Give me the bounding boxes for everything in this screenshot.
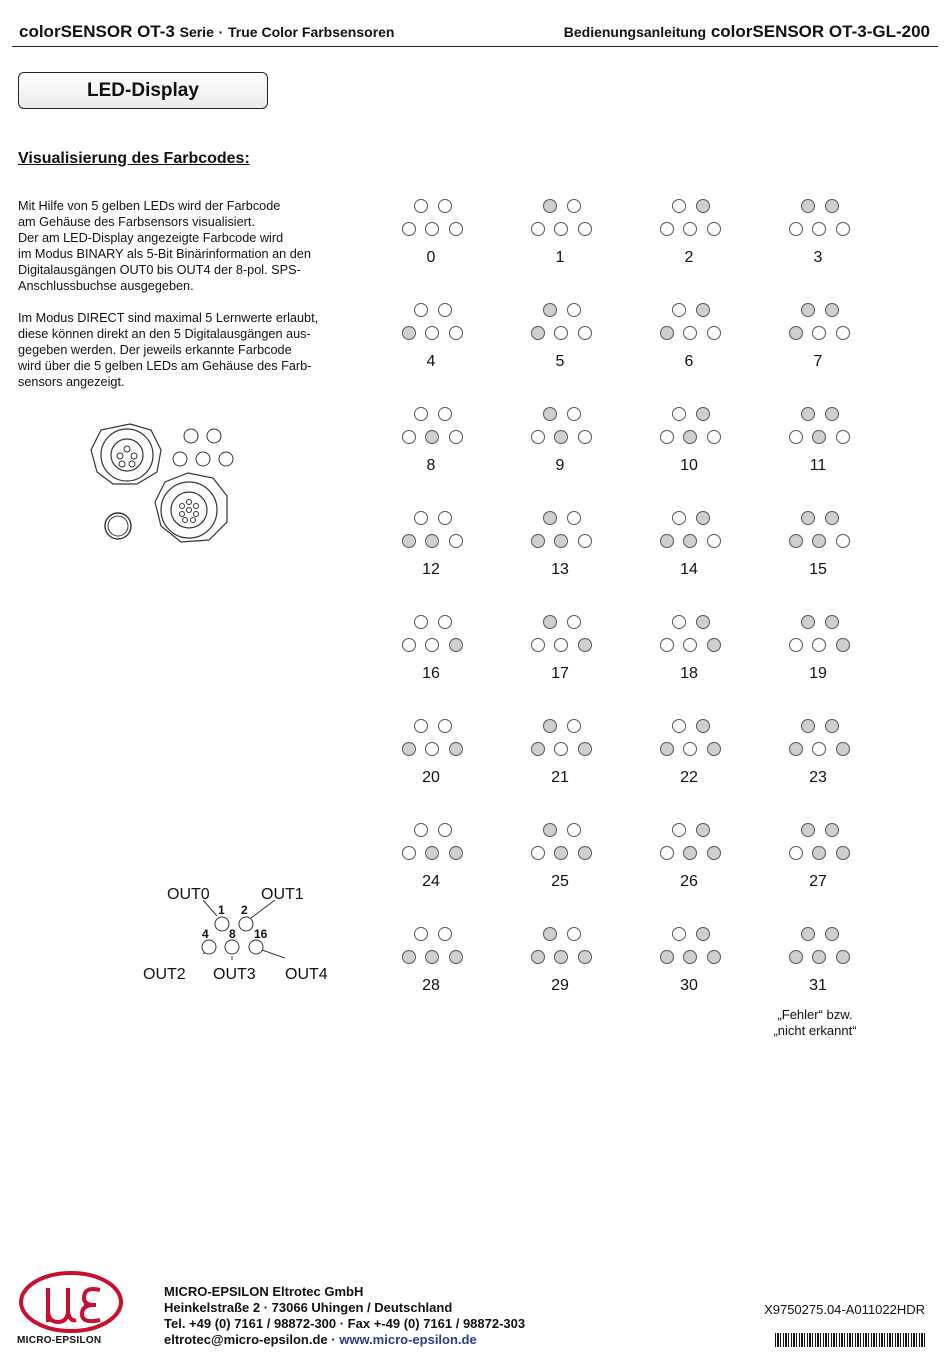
legend-out1-label: OUT1 [261,886,304,903]
led-off-icon [449,534,463,548]
led-off-icon [683,742,697,756]
led-code-number: 10 [680,457,698,474]
led-on-icon [402,534,416,548]
led-off-icon [438,823,452,837]
led-code-number: 31 [809,977,827,994]
led-on-icon [801,407,815,421]
led-code-number: 25 [551,873,569,890]
led-code-number: 3 [813,249,823,266]
led-off-icon [812,222,826,236]
led-off-icon [554,742,568,756]
led-off-icon [425,742,439,756]
led-on-icon [578,950,592,964]
led-off-icon [683,638,697,652]
led-off-icon [438,719,452,733]
led-off-icon [554,222,568,236]
led-code-number: 2 [684,249,694,266]
led-off-icon [438,927,452,941]
led-code-cell [391,407,471,487]
paragraph-line: Der am LED-Display angezeigte Farbcode wird [18,231,284,245]
legend-led-out2 [202,940,216,954]
led-off-icon [438,303,452,317]
led-off-icon [683,222,697,236]
error-note-line: „Fehler“ bzw. [777,1007,853,1022]
led-code-cell [649,719,729,799]
led-code-cell [520,719,600,799]
legend-out3-label: OUT3 [213,966,256,983]
led-code-number: 9 [555,457,565,474]
led-off-icon [414,407,428,421]
led-code-number: 23 [809,769,827,786]
led-on-icon [836,742,850,756]
led-on-icon [425,846,439,860]
led-on-icon [825,303,839,317]
micro-epsilon-logo [18,1270,124,1336]
led-code-cell [391,823,471,903]
led-code-number: 16 [422,665,440,682]
led-code-cell [778,511,858,591]
led-on-icon [554,534,568,548]
led-code-cell [520,823,600,903]
led-off-icon [531,222,545,236]
legend-out2-label: OUT2 [143,966,186,983]
led-on-icon [812,430,826,444]
led-code-number: 20 [422,769,440,786]
led-on-icon [789,326,803,340]
led-on-icon [801,823,815,837]
led-off-icon [836,534,850,548]
led-off-icon [660,846,674,860]
led-off-icon [438,615,452,629]
led-code-cell [391,199,471,279]
led-on-icon [683,430,697,444]
led-code-cell [649,511,729,591]
led-off-icon [449,222,463,236]
led-off-icon [425,222,439,236]
paragraph-line: Mit Hilfe von 5 gelben LEDs wird der Farbcode [18,199,281,213]
led-on-icon [578,742,592,756]
led-code-number: 5 [555,353,565,370]
led-off-icon [660,638,674,652]
led-off-icon [672,615,686,629]
teach-button-icon [105,513,131,539]
led-off-icon [567,615,581,629]
paragraph-line: diese können direkt an den 5 Digitalausgängen aus- [18,327,311,341]
led-on-icon [531,326,545,340]
led-on-icon [543,511,557,525]
led-on-icon [801,303,815,317]
led-on-icon [543,303,557,317]
led-code-number: 18 [680,665,698,682]
led-on-icon [801,719,815,733]
led-on-icon [812,950,826,964]
led-on-icon [696,303,710,317]
led-off-icon [707,430,721,444]
led-off-icon [672,511,686,525]
led-off-icon [449,430,463,444]
led-code-cell [778,823,858,903]
led-code-cell [520,927,600,1007]
led-on-icon [554,846,568,860]
led-on-icon [789,950,803,964]
led-on-icon [696,199,710,213]
led-off-icon [414,719,428,733]
sensor-housing-illustration [85,418,245,553]
header-right-brand: SENSOR OT-3-GL-200 [752,22,930,41]
led-code-number: 8 [426,457,436,474]
led-on-icon [825,199,839,213]
led-code-cell [649,407,729,487]
led-code-cell [778,719,858,799]
led-code-cell [649,303,729,383]
led-on-icon [801,927,815,941]
error-note-line: „nicht erkannt“ [773,1023,857,1038]
led-on-icon [825,927,839,941]
led-on-icon [449,638,463,652]
legend-out0-label: OUT0 [167,886,210,903]
led-off-icon [660,222,674,236]
led-code-cell [649,823,729,903]
led-off-icon [567,407,581,421]
led-on-icon [425,534,439,548]
led-off-icon [567,303,581,317]
led-off-icon [672,823,686,837]
header-left [19,22,394,42]
led-on-icon [531,534,545,548]
led-code-number: 24 [422,873,440,890]
footer-company-name: MICRO-EPSILON Eltrotec GmbH [164,1284,364,1299]
led-code-number: 6 [684,353,694,370]
led-on-icon [449,742,463,756]
led-off-icon [414,199,428,213]
led-off-icon [402,222,416,236]
led-on-icon [696,407,710,421]
led-code-cell [778,927,858,1007]
header-subtitle: True Color Farbsensoren [228,24,395,40]
led-on-icon [801,615,815,629]
led-code-number: 30 [680,977,698,994]
led-on-icon [543,719,557,733]
paragraph-binary [18,198,348,294]
connector-top-icon [91,424,161,484]
led-off-icon [707,326,721,340]
led-off-icon [789,430,803,444]
footer-address: Heinkelstraße 2 · 73066 Uhingen / Deutschland [164,1300,453,1315]
led-on-icon [425,430,439,444]
logo-wordmark: MICRO-EPSILON [17,1335,102,1346]
led-code-number: 12 [422,561,440,578]
header-right-brand-prefix: color [710,22,753,41]
led-on-icon [825,407,839,421]
header-brand-prefix: color [19,22,61,41]
led-code-number: 22 [680,769,698,786]
led-off-icon [567,719,581,733]
legend-out4-label: OUT4 [285,966,328,983]
led-off-icon [438,199,452,213]
paragraph-line: im Modus BINARY als 5-Bit Binärinformation an den [18,247,311,261]
paragraph-line: Im Modus DIRECT sind maximal 5 Lernwerte erlaubt, [18,311,319,325]
led-on-icon [660,742,674,756]
paragraph-line: wird über die 5 gelben LEDs am Gehäuse des Farb- [18,359,312,373]
led-off-icon [578,430,592,444]
led-off-icon [836,430,850,444]
led-on-icon [543,823,557,837]
led-on-icon [543,927,557,941]
led-code-cell [778,303,858,383]
legend-led-out0 [215,917,229,931]
led-code-number: 1 [555,249,565,266]
led-code-number: 15 [809,561,827,578]
led-on-icon [789,742,803,756]
led-on-icon [825,719,839,733]
led-off-icon [672,719,686,733]
led-on-icon [825,511,839,525]
led-off-icon [578,534,592,548]
connector-bottom-icon [155,473,227,542]
led-code-number: 14 [680,561,698,578]
footer-phone: Tel. +49 (0) 7161 / 98872-300 · Fax +-49 (0) 7161 / 98872-303 [164,1316,526,1331]
led-on-icon [660,534,674,548]
led-off-icon [531,846,545,860]
led-code-cell [649,199,729,279]
led-on-icon [578,846,592,860]
led-on-icon [789,534,803,548]
led-on-icon [402,950,416,964]
header-brand: SENSOR OT-3 [60,22,175,41]
led-code-number: 26 [680,873,698,890]
header-divider [12,46,938,47]
led-on-icon [683,950,697,964]
led-on-icon [425,950,439,964]
led-off-icon [660,430,674,444]
legend-bit-2: 2 [241,903,248,917]
footer-separator: · [327,1332,340,1347]
legend-led-out4 [249,940,263,954]
led-off-icon [789,222,803,236]
led-code-cell [649,927,729,1007]
footer-email[interactable]: eltrotec@micro-epsilon.de [164,1332,328,1347]
led-code-cell [778,199,858,279]
led-code-number: 11 [809,457,827,474]
led-off-icon [531,638,545,652]
led-off-icon [789,638,803,652]
led-off-icon [567,927,581,941]
led-on-icon [825,823,839,837]
led-code-cell [649,615,729,695]
led-on-icon [543,407,557,421]
led-code-cell [520,303,600,383]
led-off-icon [672,199,686,213]
led-code-number: 13 [551,561,569,578]
led-on-icon [707,742,721,756]
legend-bit-1: 1 [218,903,225,917]
led-off-icon [425,326,439,340]
led-on-icon [696,823,710,837]
paragraph-line: gegeben werden. Der jeweils erkannte Farbcode [18,343,292,357]
led-on-icon [683,846,697,860]
led-code-number: 4 [426,353,436,370]
led-off-icon [812,638,826,652]
led-on-icon [707,638,721,652]
led-off-icon [578,326,592,340]
led-on-icon [801,511,815,525]
footer-contact-line [164,1332,525,1348]
led-off-icon [414,927,428,941]
led-off-icon [402,846,416,860]
led-code-cell [778,615,858,695]
led-on-icon [449,950,463,964]
led-code-cell [520,511,600,591]
led-off-icon [672,927,686,941]
led-off-icon [567,511,581,525]
paragraph-line: Digitalausgängen OUT0 bis OUT4 der 8-pol. SPS- [18,263,301,277]
led-on-icon [707,846,721,860]
paragraph-line: Anschlussbuchse ausgegeben. [18,279,194,293]
header-manual-label: Bedienungsanleitung [563,24,707,40]
led-on-icon [543,615,557,629]
led-code-number: 28 [422,977,440,994]
led-off-icon [531,430,545,444]
led-off-icon [438,407,452,421]
error-note [760,1007,870,1039]
led-off-icon [438,511,452,525]
led-code-cell [520,199,600,279]
led-off-icon [567,199,581,213]
legend-led-out3 [225,940,239,954]
led-off-icon [554,638,568,652]
led-on-icon [449,846,463,860]
led-code-cell [391,927,471,1007]
led-code-number: 19 [809,665,827,682]
header-right [564,22,930,42]
led-on-icon [801,199,815,213]
paragraph-line: sensors angezeigt. [18,375,125,389]
led-on-icon [531,742,545,756]
led-off-icon [707,222,721,236]
led-off-icon [402,430,416,444]
led-off-icon [578,222,592,236]
led-off-icon [414,615,428,629]
led-row-icon [173,429,233,466]
led-on-icon [543,199,557,213]
led-off-icon [836,222,850,236]
led-on-icon [696,719,710,733]
led-code-cell [520,615,600,695]
led-code-cell [391,615,471,695]
footer-company-block [164,1284,525,1348]
led-code-number: 27 [809,873,827,890]
led-on-icon [812,534,826,548]
led-on-icon [836,846,850,860]
header-separator: · [218,24,224,40]
led-on-icon [554,950,568,964]
led-off-icon [402,638,416,652]
led-on-icon [836,950,850,964]
led-code-number: 17 [551,665,569,682]
led-on-icon [696,927,710,941]
led-off-icon [672,407,686,421]
led-on-icon [696,511,710,525]
led-code-number: 7 [813,353,823,370]
led-off-icon [789,846,803,860]
led-on-icon [554,430,568,444]
led-code-number: 21 [551,769,569,786]
led-code-cell [520,407,600,487]
led-code-number: 29 [551,977,569,994]
led-code-number: 0 [426,249,436,266]
led-off-icon [414,303,428,317]
led-on-icon [402,742,416,756]
led-off-icon [812,742,826,756]
header-series: Serie [179,24,214,40]
document-number: X9750275.04-A011022HDR [764,1302,925,1317]
led-off-icon [449,326,463,340]
legend-bit-4: 4 [202,927,209,941]
led-off-icon [414,823,428,837]
led-on-icon [812,846,826,860]
footer-url[interactable]: www.micro-epsilon.de [339,1332,477,1347]
legend-led-out1 [239,917,253,931]
led-on-icon [696,615,710,629]
led-on-icon [660,326,674,340]
led-on-icon [531,950,545,964]
led-off-icon [554,326,568,340]
led-on-icon [825,615,839,629]
barcode [775,1333,925,1347]
led-off-icon [683,326,697,340]
legend-bit-8: 8 [229,927,236,941]
led-off-icon [672,303,686,317]
led-on-icon [683,534,697,548]
section-title: LED-Display [18,72,268,109]
led-code-cell [391,511,471,591]
led-on-icon [402,326,416,340]
led-code-cell [391,719,471,799]
led-on-icon [707,950,721,964]
paragraph-line: am Gehäuse des Farbsensors visualisiert. [18,215,255,229]
led-off-icon [812,326,826,340]
led-on-icon [836,638,850,652]
paragraph-direct [18,310,348,390]
led-off-icon [425,638,439,652]
subheading: Visualisierung des Farbcodes: [18,150,250,167]
legend-bit-16: 16 [254,927,268,941]
led-on-icon [660,950,674,964]
led-code-cell [391,303,471,383]
led-code-cell [778,407,858,487]
led-off-icon [707,534,721,548]
led-on-icon [578,638,592,652]
led-off-icon [836,326,850,340]
led-off-icon [567,823,581,837]
led-off-icon [414,511,428,525]
